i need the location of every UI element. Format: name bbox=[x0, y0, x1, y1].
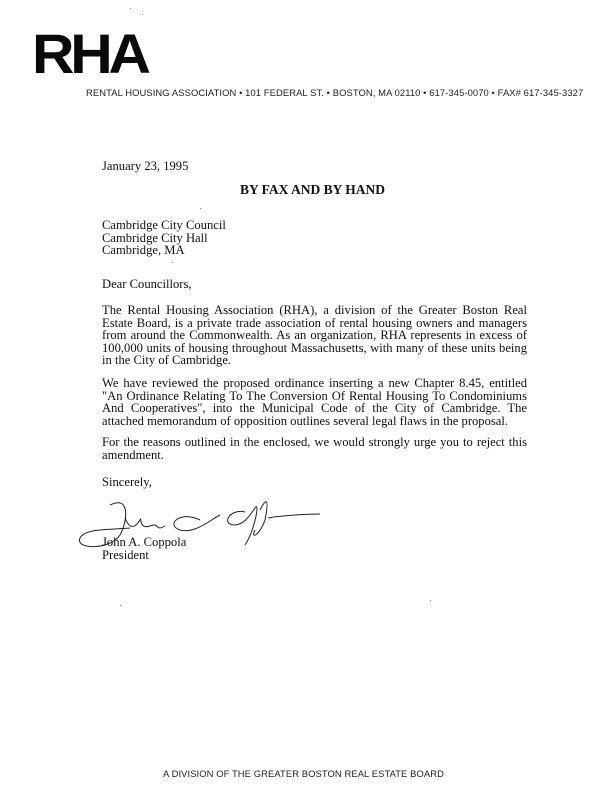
scan-speck bbox=[142, 14, 143, 15]
recipient-address bbox=[102, 219, 226, 257]
letter-date: January 23, 1995 bbox=[102, 159, 189, 173]
signer-title: President bbox=[102, 547, 149, 562]
body-paragraph: For the reasons outlined in the enclosed, we would strongly urge you to reject this amendment. bbox=[102, 435, 527, 462]
closing: Sincerely, bbox=[102, 475, 152, 489]
footer-division-line: A DIVISION OF THE GREATER BOSTON REAL ESTATE BOARD bbox=[163, 768, 444, 779]
delivery-method: BY FAX AND BY HAND bbox=[240, 182, 385, 197]
body-paragraph: We have reviewed the proposed ordinance inserting a new Chapter 8.45, entitled "An Ordinance Relating To The Conversion Of Rental Housing To Condominiums And Cooperatives", into the Municipal Code of the City of Cambridge. The attached memorandum of opposition outlines several legal flaws in the proposal. bbox=[102, 376, 527, 428]
body-paragraph: The Rental Housing Association (RHA), a division of the Greater Boston Real Estate Board, is a private trade association of rental housing owners and managers from around the Commonwealth. As an organization, RHA represents in excess of 100,000 units of housing throughout Massachusetts, with many of these units being in the City of Cambridge. bbox=[102, 303, 527, 368]
scan-speck bbox=[430, 600, 431, 601]
recipient-line: Cambridge, MA bbox=[102, 243, 185, 258]
letterhead-address: RENTAL HOUSING ASSOCIATION • 101 FEDERAL ST. • BOSTON, MA 02110 • 617-345-0070 • FAX# 617-345-3327 bbox=[86, 87, 584, 98]
signer-name: John A. Coppola bbox=[102, 535, 187, 549]
recipient-line: Cambridge City Council bbox=[102, 218, 226, 232]
scan-speck bbox=[172, 262, 173, 263]
salutation: Dear Councillors, bbox=[102, 277, 192, 291]
scan-speck bbox=[200, 208, 201, 209]
signer-block bbox=[102, 536, 186, 561]
rha-logo: RHA bbox=[32, 22, 147, 85]
recipient-line: Cambridge City Hall bbox=[102, 230, 208, 245]
scan-speck bbox=[120, 605, 121, 606]
scan-speck bbox=[130, 8, 131, 9]
